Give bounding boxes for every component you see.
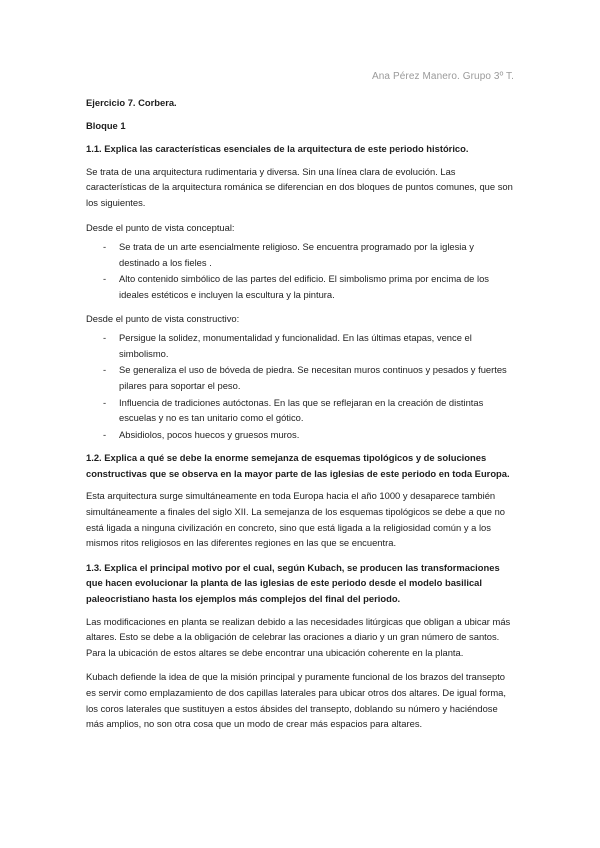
document-body (86, 95, 516, 741)
answer-1-1-intro: Se trata de una arquitectura rudimentaria y diversa. Sin una línea clara de evolución. Las características de la arquitectura románica se diferencian en dos bloques de puntos comunes, que son los siguientes. (86, 165, 513, 208)
block-heading: Bloque 1 (86, 119, 126, 131)
conceptual-list (86, 239, 516, 302)
answer-1-3-part1: Las modificaciones en planta se realizan debido a las necesidades litúrgicas que obligan a ubicar más altares. Esto se debe a la obligación de celebrar las oraciones a diario y un gran número de santos. Para la ubicación de estos altares se debe encontrar una ubicación coherente en la planta. (86, 615, 511, 658)
answer-1-3-part2: Kubach defiende la idea de que la misión principal y puramente funcional de los brazos del transepto es servir como emplazamiento de dos capillas laterales para ubicar otros dos altares. De igual forma, los coros laterales que sustituyen a estos ábsides del transepto, doblando su número y haciéndose más amplios, no son otra cosa que un modo de crear más espacios para altares. (86, 671, 506, 730)
question-1-3: 1.3. Explica el principal motivo por el cual, según Kubach, se producen las transformaciones que hacen evolucionar la planta de las iglesias de este periodo desde el modelo basilical paleocristiano hasta los ejemplos más complejos del final del periodo. (86, 561, 500, 605)
list-item: - Se generaliza el uso de bóveda de piedra. Se necesitan muros continuos y pesados y fuertes pilares para soportar el peso. (103, 364, 507, 391)
answer-1-2: Esta arquitectura surge simultáneamente en toda Europa hacia el año 1000 y desaparece también simultáneamente a finales del siglo XII. La semejanza de los esquemas tipológicos se debe a que no está ligada a ninguna civilización en concreto, sino que está ligada a la religiosidad común y a los mismos ritos religiosos en las diferentes regiones en las que se encuentra. (86, 490, 506, 549)
list-item: - Absidiolos, pocos huecos y gruesos muros. (103, 428, 300, 440)
list-item: - Se trata de un arte esencialmente religioso. Se encuentra programado por la iglesia y destinado a los fieles . (103, 241, 474, 268)
constructive-list (86, 330, 516, 442)
list-item: - Influencia de tradiciones autóctonas. En las que se reflejaran en la creación de distintas escuelas y no es tan unitario como el gótico. (103, 396, 484, 424)
conceptual-label: Desde el punto de vista conceptual: (86, 221, 235, 233)
list-item: - Alto contenido simbólico de las partes del edificio. El simbolismo prima por encima de los ideales estéticos e incluyen la escultura y la pintura. (103, 273, 489, 300)
author-header: Ana Pérez Manero. Grupo 3º T. (372, 71, 514, 82)
list-item: - Persigue la solidez, monumentalidad y funcionalidad. En las últimas etapas, vence el simbolismo. (103, 332, 472, 359)
question-1-1: 1.1. Explica las características esenciales de la arquitectura de este periodo histórico. (86, 143, 469, 155)
question-1-2: 1.2. Explica a qué se debe la enorme semejanza de esquemas tipológicos y de soluciones constructivas que se observa en la mayor parte de las iglesias de este periodo en toda Europa. (86, 452, 510, 479)
constructive-label: Desde el punto de vista constructivo: (86, 312, 240, 324)
exercise-title: Ejercicio 7. Corbera. (86, 97, 177, 108)
